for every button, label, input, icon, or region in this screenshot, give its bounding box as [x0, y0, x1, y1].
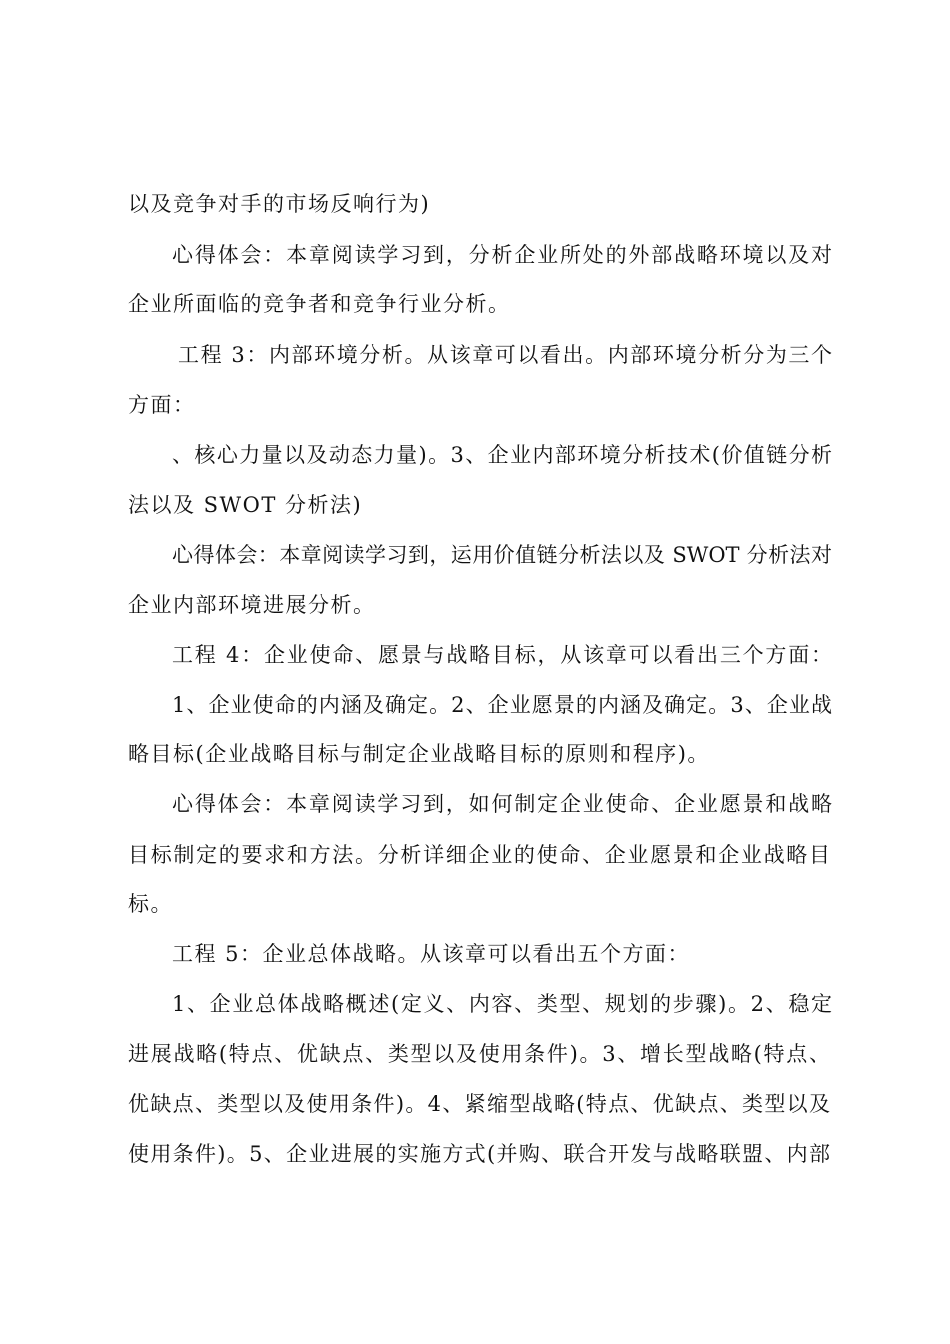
paragraph-line: 使用条件)。5、企业进展的实施方式(并购、联合开发与战略联盟、内部 [128, 1142, 830, 1166]
paragraph-line: 企业内部环境进展分析。 [128, 593, 376, 617]
paragraph-line: 心得体会：本章阅读学习到，分析企业所处的外部战略环境以及对 [172, 243, 832, 267]
paragraph-line: 进展战略(特点、优缺点、类型以及使用条件)。3、增长型战略(特点、 [128, 1042, 830, 1066]
paragraph-line: 目标制定的要求和方法。分析详细企业的使命、企业愿景和企业战略目 [128, 843, 830, 867]
paragraph-line: 工程 4：企业使命、愿景与战略目标，从该章可以看出三个方面： [172, 643, 832, 667]
paragraph-line: 1、企业使命的内涵及确定。2、企业愿景的内涵及确定。3、企业战 [172, 693, 832, 717]
paragraph-line: 工程 3：内部环境分析。从该章可以看出。内部环境分析分为三个 [178, 343, 832, 367]
paragraph-line: 1、企业总体战略概述(定义、内容、类型、规划的步骤)。2、稳定 [172, 992, 832, 1016]
paragraph-line: 法以及 SWOT 分析法) [128, 493, 363, 517]
paragraph-line: 方面： [128, 393, 196, 417]
paragraph-line: 企业所面临的竞争者和竞争行业分析。 [128, 292, 511, 316]
paragraph-line: 、核心力量以及动态力量)。3、企业内部环境分析技术(价值链分析 [172, 443, 832, 467]
paragraph-line: 工程 5：企业总体战略。从该章可以看出五个方面： [172, 942, 691, 966]
paragraph-line: 优缺点、类型以及使用条件)。4、紧缩型战略(特点、优缺点、类型以及 [128, 1092, 830, 1116]
paragraph-line: 以及竞争对手的市场反响行为) [128, 192, 431, 216]
paragraph-line: 略目标(企业战略目标与制定企业战略目标的原则和程序)。 [128, 742, 710, 766]
paragraph-line: 心得体会：本章阅读学习到，运用价值链分析法以及 SWOT 分析法对 [172, 543, 832, 567]
paragraph-line: 心得体会：本章阅读学习到，如何制定企业使命、企业愿景和战略 [172, 792, 832, 816]
paragraph-line: 标。 [128, 892, 173, 916]
